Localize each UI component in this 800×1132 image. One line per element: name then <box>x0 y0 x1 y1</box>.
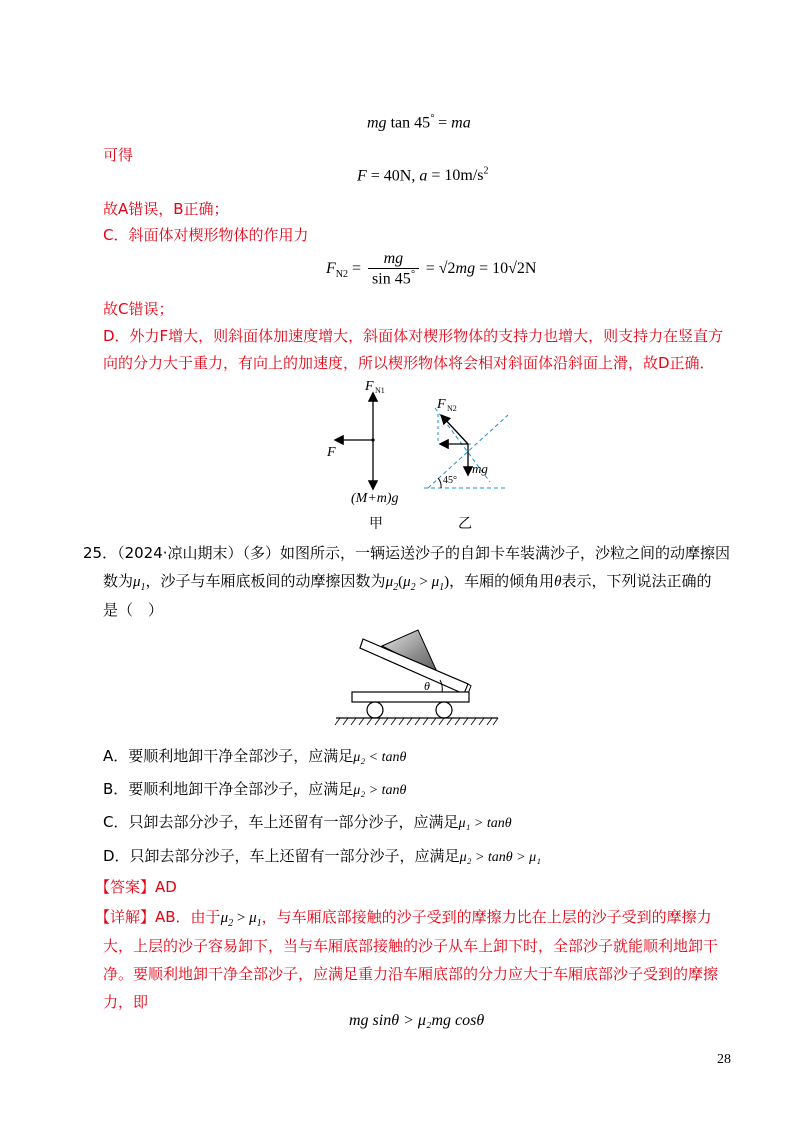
label-angle-45: 45° <box>443 475 457 486</box>
option-d-text: D．只卸去部分沙子，车上还留有一部分沙子，应满足 <box>103 847 460 865</box>
option-c-condition: μ₁ > tanθ <box>458 816 512 831</box>
wheel-front <box>436 702 452 718</box>
option-c-intro: C．斜面体对楔形物体的作用力 <box>103 226 309 244</box>
label-mg: mg <box>472 461 488 476</box>
explain-equation: mg sinθ > μ₂mg cosθ <box>349 1012 485 1029</box>
explain-line1 <box>95 906 712 929</box>
label-mg-total: (M+m)g <box>351 491 399 506</box>
wheel-rear <box>367 702 383 718</box>
force-diagram-figure <box>300 372 530 537</box>
option-b-text: B．要顺利地卸干净全部沙子，应满足 <box>103 780 354 798</box>
stem-text-d: 表示，下列说法正确的 <box>561 572 712 590</box>
symbol-mu1: $\mu_1$ <box>133 574 146 593</box>
label-theta: θ <box>424 679 430 693</box>
question-stem-line1: （2024·凉山期末）（多）如图所示，一辆运送沙子的自卸卡车装满沙子，沙粒之间的动摩擦因 <box>117 544 731 562</box>
symbol-mu2-condition: $\mu_2(\mu_2 > \mu_1)$ <box>385 574 450 593</box>
label-fn1: F <box>365 379 374 394</box>
question-25-line1 <box>83 542 730 563</box>
text-kede: 可得 <box>103 146 134 164</box>
label-fn1-sub: N1 <box>375 386 385 395</box>
option-a <box>103 745 406 766</box>
stem-text-b: ，沙子与车厢底板间的动摩擦因数为 <box>145 572 386 590</box>
dump-truck-figure <box>330 626 510 734</box>
option-d-line2: 向的分力大于重力，有向上的加速度，所以楔形物体将会相对斜面体沿斜面上滑，故D正确． <box>103 354 715 372</box>
option-d <box>103 845 541 866</box>
question-number: 25． <box>83 544 118 562</box>
explain-line1-a: 【详解】AB．由于 <box>95 908 221 926</box>
question-25-line3: 是（ ） <box>103 601 164 619</box>
equation-mg-tan45: mg tan 45° = ma <box>367 113 471 132</box>
caption-yi: 乙 <box>458 516 472 532</box>
stem-text-a: 数为 <box>103 572 134 590</box>
question-25-line2 <box>103 570 712 593</box>
answer: 【答案】AD <box>95 878 177 896</box>
label-f: F <box>327 445 336 460</box>
label-fn2-sub: N2 <box>447 404 457 413</box>
explain-line4: 力，即 <box>103 993 149 1011</box>
option-b <box>103 778 406 799</box>
caption-jia: 甲 <box>369 516 383 532</box>
option-d-condition: μ₂ > tanθ > μ₁ <box>459 850 542 865</box>
option-c <box>103 811 512 832</box>
option-a-text: A．要顺利地卸干净全部沙子，应满足 <box>103 747 354 765</box>
verdict-ab: 故A错误，B正确； <box>103 200 229 218</box>
equation-normal-force: $F_{N2}$ = $\frac{mg}{\sin 45^\circ}$ = √2mg = 10√2N <box>326 250 537 288</box>
option-d-line1: D．外力F增大，则斜面体加速度增大，斜面体对楔形物体的支持力也增大，则支持力在竖直方 <box>103 327 724 345</box>
symbol-theta: θ <box>554 574 562 590</box>
option-b-condition: μ₂ > tanθ <box>353 783 407 798</box>
explain-line2: 大，上层的沙子容易卸下，当与车厢底部接触的沙子从车上卸下时，全部沙子就能顺利地卸干 <box>103 937 719 955</box>
page-number: 28 <box>717 1052 731 1067</box>
explain-line1-b: ，与车厢底部接触的沙子受到的摩擦力比在上层的沙子受到的摩擦力 <box>261 908 712 926</box>
fn2-arrow <box>442 416 468 444</box>
option-a-condition: μ₂ < tanθ <box>353 750 407 765</box>
explain-mu-condition: $\mu_2 > \mu_1$ <box>220 910 262 929</box>
verdict-c: 故C错误； <box>103 300 174 318</box>
option-c-text: C．只卸去部分沙子，车上还留有一部分沙子，应满足 <box>103 813 459 831</box>
truck-chassis <box>352 692 469 702</box>
explain-line3: 净。要顺利地卸干净全部沙子，应满足重力沿车厢底部的分力应大于车厢底部沙子受到的摩擦 <box>103 965 719 983</box>
label-fn2: F <box>437 397 446 412</box>
equation-force-accel: F = 40N, $a = 10m/s^2$ <box>357 166 489 185</box>
stem-text-c: ，车厢的倾角用 <box>449 572 555 590</box>
